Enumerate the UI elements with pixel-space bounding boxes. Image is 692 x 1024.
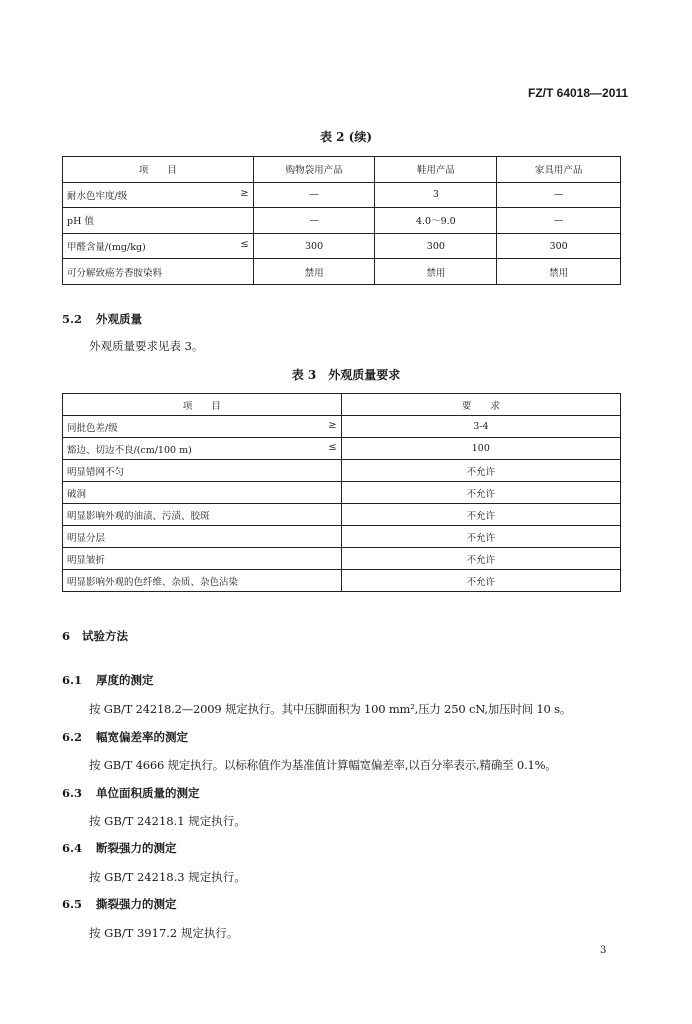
subsection-heading bbox=[62, 840, 177, 856]
item-label: pH 值 bbox=[67, 216, 94, 228]
table3-value-cell: 不允许 bbox=[341, 504, 620, 526]
comparison-symbol: ≤ bbox=[328, 441, 337, 453]
subsection-paragraph: 按 GB/T 24218.3 规定执行。 bbox=[89, 870, 246, 884]
subsection-heading bbox=[62, 785, 200, 801]
subsection-paragraph: 按 GB/T 4666 规定执行。以标称值作为基准值计算幅宽偏差率,以百分率表示,精确至 0.1%。 bbox=[89, 758, 557, 772]
table2-value-cell: 3 bbox=[375, 182, 497, 208]
table2-value-cell: 禁用 bbox=[375, 259, 497, 285]
table3-value-cell: 不允许 bbox=[341, 460, 620, 482]
subsection-title: 撕裂强力的测定 bbox=[96, 897, 177, 911]
standard-code: FZ/T 64018—2011 bbox=[528, 86, 629, 100]
section-heading bbox=[62, 311, 142, 327]
subsection-title: 幅宽偏差率的测定 bbox=[96, 730, 188, 744]
table2-header-shoe: 鞋用产品 bbox=[375, 157, 497, 183]
item-label: 明显皱折 bbox=[67, 554, 106, 566]
table2-item-cell bbox=[63, 208, 254, 234]
table-row bbox=[63, 233, 621, 259]
table-row bbox=[63, 208, 621, 234]
table-row bbox=[63, 504, 621, 526]
table2-value-cell: 300 bbox=[497, 233, 621, 259]
section-paragraph: 外观质量要求见表 3。 bbox=[89, 339, 204, 353]
item-label: 明显影响外观的色纤维、杂质、杂色沾染 bbox=[67, 576, 239, 588]
table2-value-cell: 4.0～9.0 bbox=[375, 208, 497, 234]
subsection-title: 断裂强力的测定 bbox=[96, 841, 177, 855]
subsection-heading bbox=[62, 729, 188, 745]
subsection-heading bbox=[62, 896, 177, 912]
table3-header-row bbox=[63, 394, 621, 416]
table2-value-cell: 300 bbox=[375, 233, 497, 259]
item-label: 可分解致癌芳香胺染料 bbox=[67, 267, 163, 279]
table3-item-cell bbox=[63, 438, 342, 460]
section-heading bbox=[62, 628, 128, 644]
table3-item-cell bbox=[63, 504, 342, 526]
table2-item-cell bbox=[63, 259, 254, 285]
table2 bbox=[62, 156, 621, 285]
table-row bbox=[63, 460, 621, 482]
table3-item-cell bbox=[63, 548, 342, 570]
item-label: 耐水色牢度/级 bbox=[67, 190, 128, 202]
section-title: 试验方法 bbox=[82, 629, 128, 643]
table2-value-cell: — bbox=[497, 208, 621, 234]
section-number: 6 bbox=[62, 629, 71, 643]
subsection-number: 6.3 bbox=[62, 786, 83, 800]
table3-value-cell: 不允许 bbox=[341, 526, 620, 548]
table2-value-cell: 禁用 bbox=[497, 259, 621, 285]
table3-caption: 表 3 外观质量要求 bbox=[291, 368, 401, 382]
item-label: 甲醛含量/(mg/kg) bbox=[67, 242, 146, 254]
table3-value-cell: 100 bbox=[341, 438, 620, 460]
table3-item-cell bbox=[63, 460, 342, 482]
section-number: 5.2 bbox=[62, 312, 83, 326]
subsection-title: 单位面积质量的测定 bbox=[96, 786, 200, 800]
table2-header-row bbox=[63, 157, 621, 183]
table3-value-cell: 不允许 bbox=[341, 548, 620, 570]
subsection-number: 6.2 bbox=[62, 730, 83, 744]
table3-header-requirement: 要 求 bbox=[341, 394, 620, 416]
item-label: 豁边、切边不良/(cm/100 m) bbox=[67, 444, 192, 456]
table2-caption: 表 2 (续) bbox=[319, 130, 373, 144]
table-row bbox=[63, 416, 621, 438]
table2-header-shopping-bag: 购物袋用产品 bbox=[253, 157, 375, 183]
subsection-paragraph: 按 GB/T 24218.2—2009 规定执行。其中压脚面积为 100 mm²,压力 250 cN,加压时间 10 s。 bbox=[89, 702, 572, 716]
subsection-number: 6.1 bbox=[62, 673, 83, 687]
item-label: 明显影响外观的油渍、污渍、胶斑 bbox=[67, 510, 210, 522]
table3-value-cell: 不允许 bbox=[341, 482, 620, 504]
item-label: 同批色差/级 bbox=[67, 422, 118, 434]
subsection-paragraph: 按 GB/T 3917.2 规定执行。 bbox=[89, 926, 239, 940]
table2-value-cell: — bbox=[497, 182, 621, 208]
table2-value-cell: 300 bbox=[253, 233, 375, 259]
item-label: 明显错网不匀 bbox=[67, 466, 125, 478]
section-title: 外观质量 bbox=[96, 312, 142, 326]
table3-item-cell bbox=[63, 482, 342, 504]
comparison-symbol: ≥ bbox=[240, 187, 249, 199]
table-row bbox=[63, 482, 621, 504]
table3 bbox=[62, 393, 621, 592]
subsection-paragraph: 按 GB/T 24218.1 规定执行。 bbox=[89, 814, 246, 828]
item-label: 破洞 bbox=[67, 488, 87, 500]
subsection-heading bbox=[62, 672, 154, 688]
table2-value-cell: — bbox=[253, 208, 375, 234]
table2-header-furniture: 家具用产品 bbox=[497, 157, 621, 183]
comparison-symbol: ≤ bbox=[240, 239, 249, 251]
table-row bbox=[63, 182, 621, 208]
table-row bbox=[63, 548, 621, 570]
table2-value-cell: 禁用 bbox=[253, 259, 375, 285]
table-row bbox=[63, 438, 621, 460]
page-number: 3 bbox=[600, 945, 607, 956]
table2-value-cell: — bbox=[253, 182, 375, 208]
table2-header-item: 项 目 bbox=[63, 157, 254, 183]
table3-value-cell: 3-4 bbox=[341, 416, 620, 438]
table-row bbox=[63, 259, 621, 285]
table3-item-cell bbox=[63, 526, 342, 548]
table2-item-cell bbox=[63, 182, 254, 208]
subsection-number: 6.4 bbox=[62, 841, 83, 855]
table3-item-cell bbox=[63, 570, 342, 592]
item-label: 明显分层 bbox=[67, 532, 106, 544]
table3-value-cell: 不允许 bbox=[341, 570, 620, 592]
table-row bbox=[63, 526, 621, 548]
table3-header-item: 项 目 bbox=[63, 394, 342, 416]
table3-item-cell bbox=[63, 416, 342, 438]
subsection-title: 厚度的测定 bbox=[96, 673, 154, 687]
table-row bbox=[63, 570, 621, 592]
table2-item-cell bbox=[63, 233, 254, 259]
subsection-number: 6.5 bbox=[62, 897, 83, 911]
comparison-symbol: ≥ bbox=[328, 419, 337, 431]
